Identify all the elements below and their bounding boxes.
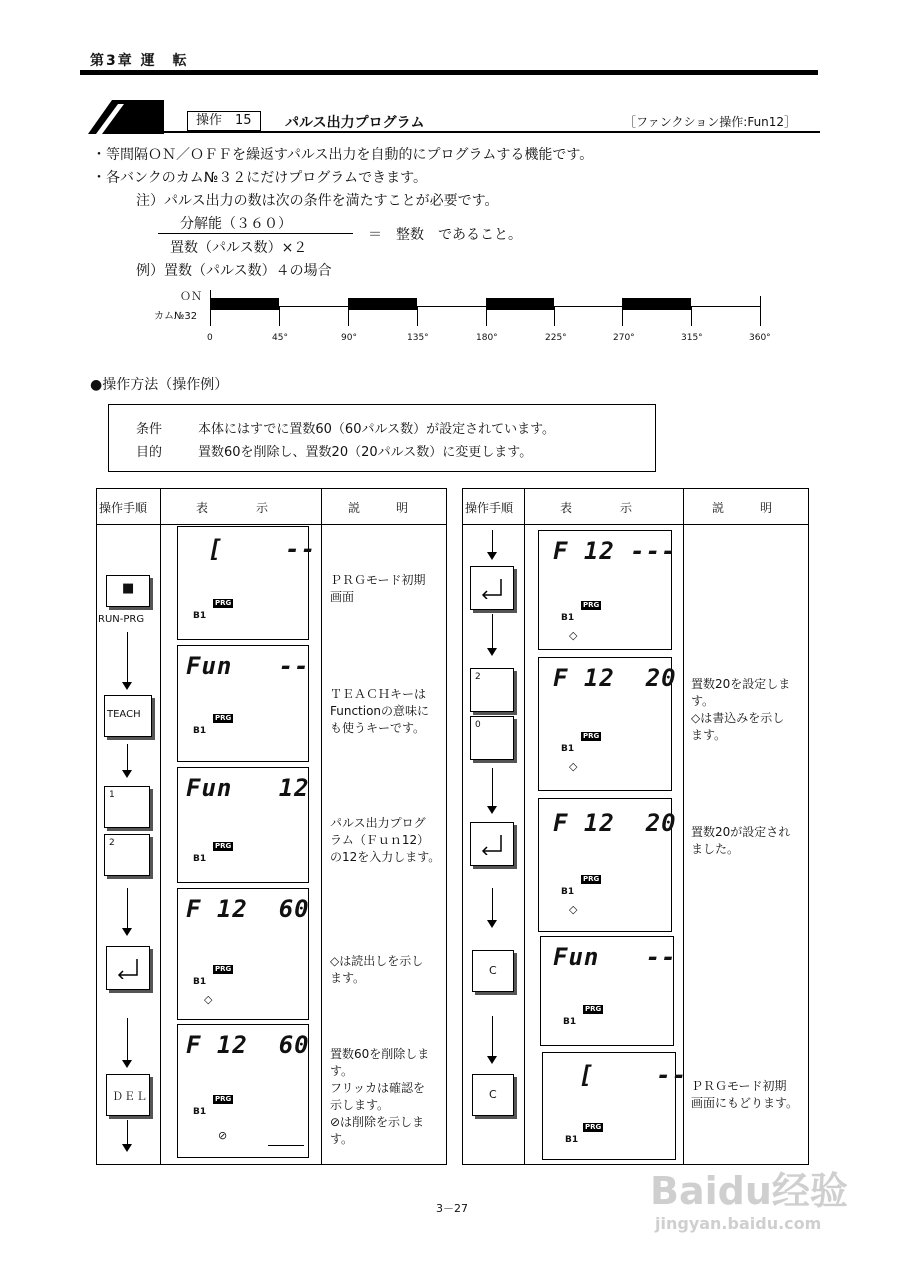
read-symbol-icon: ◇ [569,629,578,642]
operation-title: パルス出力プログラム [285,115,425,131]
bank-indicator: B1 [193,611,207,621]
lcd-readout: F 12 20 [553,664,677,692]
read-symbol-icon: ◇ [204,993,213,1006]
intro-note: 注）パルス出力の数は次の条件を満たすことが必要です。 [136,193,499,209]
prg-indicator: PRG [215,599,232,607]
flow-arrow-line [492,530,493,554]
operation-number: 操作 15 [187,111,261,131]
formula-numerator: 分解能（３６０） [180,216,292,232]
lcd-readout: Fun 12 [186,774,310,802]
watermark-url: jingyan.baidu.com [655,1214,822,1233]
enter-icon [479,577,505,599]
delete-symbol-icon: ⊘ [218,1129,228,1142]
right-header-display: 表 示 [560,501,633,515]
chapter-header: 第3章 運 転 [90,53,189,69]
degree-label: 315° [681,333,703,343]
right-header-rule [463,524,808,525]
teach-key[interactable] [104,695,152,737]
left-header-display: 表 示 [196,501,269,515]
lcd-readout: Fun -- [553,943,677,971]
pulse-on-1 [211,298,279,310]
flow-arrow-line [492,768,493,808]
flow-arrow-down-icon [122,770,132,778]
left-col-divider-2 [321,489,322,1164]
watermark-brand: Baidu经验 [650,1169,848,1213]
flow-arrow-down-icon [487,920,497,928]
prg-indicator: PRG [583,875,600,883]
lcd-readout: [ -- [579,1061,688,1089]
degree-label: 180° [476,333,498,343]
step-description: 置数20が設定され ました。 [691,825,791,856]
timeline-tick-360 [760,296,761,326]
lcd-display [538,798,677,932]
teach-key-label: TEACH [107,709,141,720]
enter-icon [479,833,505,855]
section-marker-icon [88,100,164,134]
pulse-on-3 [486,298,554,310]
method-heading: ●操作方法（操作例） [90,377,229,393]
flow-arrow-line [127,1018,128,1062]
enter-key[interactable] [470,566,514,610]
degree-label: 270° [613,333,635,343]
page-number: 3－27 [436,1202,468,1215]
bank-indicator: B1 [561,887,575,897]
del-key-label: ＤＥＬ [112,1090,148,1103]
key-label: 2 [475,672,481,682]
enter-icon [115,957,141,979]
del-key[interactable] [106,1074,150,1116]
prg-indicator: PRG [583,601,600,609]
conditions-box [108,404,656,472]
header-rule [80,70,818,75]
flow-arrow-down-icon [487,806,497,814]
left-header-explain: 説 明 [348,501,409,515]
flow-arrow-line [492,614,493,650]
flow-arrow-down-icon [122,1144,132,1152]
step-description: 置数20を設定しま す。 ◇は書込みを示し ます。 [691,677,791,742]
step-description: ＰＲＧモード初期 画面 [330,573,426,604]
run-prg-key-label: RUN-PRG [98,614,145,625]
run-prg-key[interactable] [106,575,150,607]
flow-arrow-down-icon [122,682,132,690]
key-label: 1 [109,790,115,800]
bank-indicator: B1 [561,744,575,754]
flow-arrow-line [127,744,128,772]
left-header-step: 操作手順 [99,501,148,515]
lcd-readout: F 12 60 [186,895,310,923]
condition-key: 条件 [136,422,163,437]
lcd-display [538,530,677,650]
flow-arrow-down-icon [487,1056,497,1064]
numeric-key-2[interactable] [470,668,514,712]
clear-key-label: C [489,1088,497,1101]
flow-arrow-line [127,888,128,930]
step-description: ◇は読出しを示し ます。 [330,954,424,985]
example-label: 例）置数（パルス数）４の場合 [136,263,332,279]
write-symbol-icon: ◇ [569,760,578,773]
lcd-display [538,657,677,791]
pulse-on-2 [348,298,417,310]
bank-indicator: B1 [565,1135,579,1145]
clear-key[interactable] [472,950,514,992]
lcd-readout: F 12 60 [186,1031,310,1059]
bank-indicator: B1 [193,726,207,736]
lcd-display [177,526,317,640]
prg-indicator: PRG [215,842,232,850]
fraction-line [158,233,353,234]
degree-label: 0 [207,333,213,343]
lcd-display [177,888,309,1020]
left-col-divider-1 [160,489,161,1164]
bank-indicator: B1 [561,613,575,623]
flow-arrow-down-icon [122,928,132,936]
flow-arrow-down-icon [122,1060,132,1068]
numeric-key-2[interactable] [104,834,150,876]
title-rule [160,131,820,133]
timeline-tick-135 [417,306,418,326]
timeline-on-label: ＯＮ [180,290,202,303]
flow-arrow-line [127,1120,128,1146]
clear-key[interactable] [472,1074,514,1116]
purpose-text: 置数60を削除し、置数20（20パルス数）に変更します。 [198,445,533,460]
formula-equals: ＝ 整数 であること。 [368,227,522,243]
right-header-step: 操作手順 [465,501,514,515]
lcd-display [177,645,309,762]
lcd-display [542,1052,688,1160]
bank-indicator: B1 [193,1107,207,1117]
step-description: ＴＥＡＣＨキーは Functionの意味に も使うキーです。 [330,687,430,735]
stop-icon: ■ [122,581,135,596]
prg-indicator: PRG [585,1005,602,1013]
right-col-divider-1 [524,489,525,1164]
prg-indicator: PRG [215,714,232,722]
degree-label: 90° [341,333,357,343]
timeline-tick-225 [554,306,555,326]
flow-arrow-down-icon [487,648,497,656]
degree-label: 360° [749,333,771,343]
flow-arrow-line [492,1016,493,1058]
prg-indicator: PRG [215,965,232,973]
clear-key-label: C [489,964,497,977]
timeline-cam-label: カム№32 [154,311,198,322]
timeline-tick-315 [691,306,692,326]
degree-label: 135° [407,333,429,343]
formula-denominator: 置数（パルス数）×２ [170,240,308,256]
flow-arrow-down-icon [487,552,497,560]
bank-indicator: B1 [193,854,207,864]
lcd-readout: [ -- [208,535,317,563]
lcd-display [177,1024,309,1158]
degree-label: 225° [545,333,567,343]
bank-indicator: B1 [193,977,207,987]
write-symbol-icon: ◇ [569,903,578,916]
bank-indicator: B1 [563,1017,577,1027]
prg-indicator: PRG [583,732,600,740]
left-header-rule [97,524,446,525]
step-description: パルス出力プログ ラム（Ｆｕｎ12） の12を入力します。 [330,816,441,864]
intro-line-1: ・等間隔ＯＮ／ＯＦＦを繰返すパルス出力を自動的にプログラムする機能です。 [92,147,594,163]
flow-arrow-line [127,632,128,684]
condition-text: 本体にはすでに置数60（60パルス数）が設定されています。 [198,422,556,437]
flow-arrow-line [492,888,493,922]
flicker-underline [268,1145,304,1146]
right-header-explain: 説 明 [712,501,773,515]
numeric-key-0[interactable] [470,716,514,760]
lcd-readout: F 12 --- [553,537,677,565]
step-description: ＰＲＧモード初期 画面にもどります。 [691,1079,799,1110]
prg-indicator: PRG [215,1095,232,1103]
enter-key[interactable] [470,822,514,866]
degree-label: 45° [272,333,288,343]
step-description: 置数60を削除しま す。 フリッカは確認を 示します。 ⊘は削除を示しま す。 [330,1047,430,1146]
lcd-readout: F 12 20 [553,809,677,837]
key-label: 2 [109,838,115,848]
prg-indicator: PRG [585,1123,602,1131]
key-label: 0 [475,720,481,730]
purpose-key: 目的 [136,445,163,460]
pulse-on-4 [622,298,691,310]
function-label: ［ファンクション操作:Fun12］ [624,115,797,129]
numeric-key-1[interactable] [104,786,150,828]
lcd-display [540,936,677,1046]
enter-key[interactable] [106,946,150,990]
timeline-tick-45 [279,306,280,326]
intro-line-2: ・各バンクのカム№３２にだけプログラムできます。 [92,170,428,186]
lcd-readout: Fun -- [186,652,310,680]
lcd-display [177,767,309,883]
